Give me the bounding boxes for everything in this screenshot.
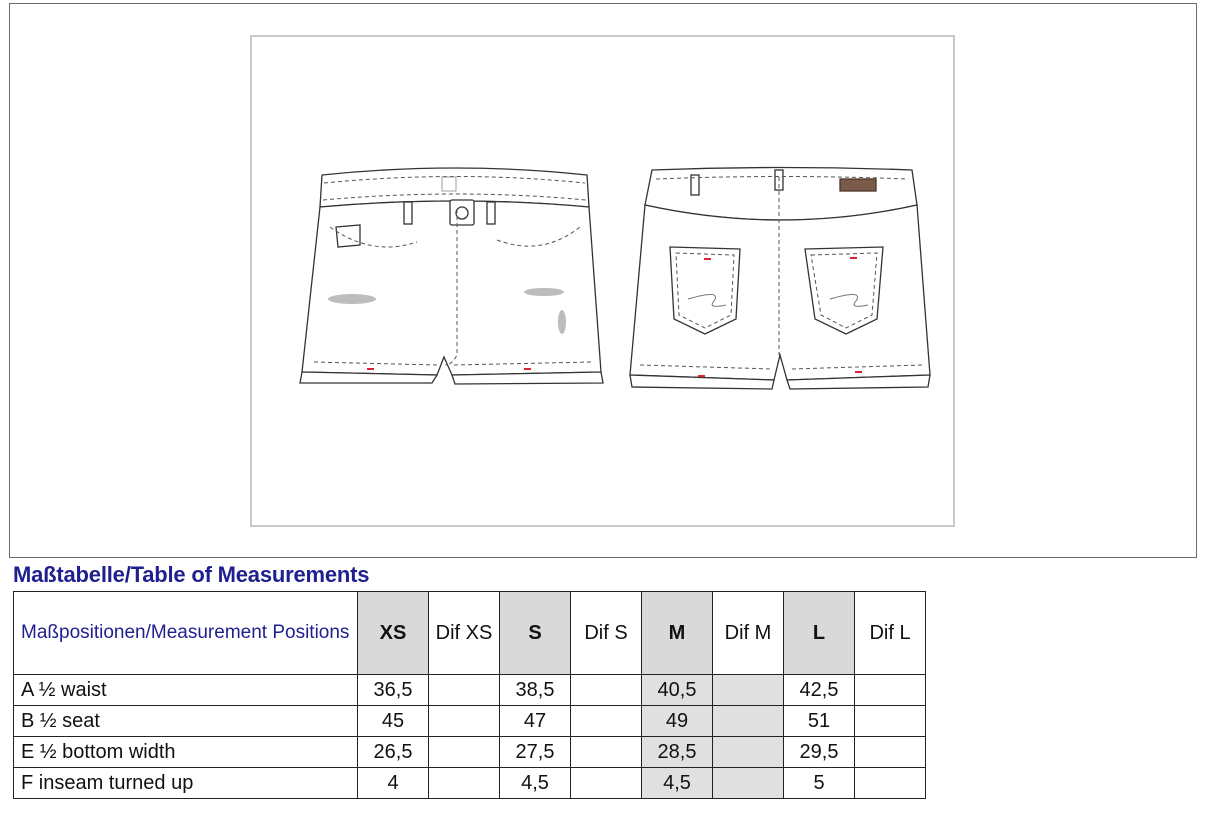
cell-dif-m — [713, 737, 784, 768]
cell-xs: 45 — [358, 706, 429, 737]
table-header-row — [14, 592, 926, 675]
cell-s: 4,5 — [500, 768, 571, 799]
table-row — [14, 675, 926, 706]
cell-m: 4,5 — [642, 768, 713, 799]
header-s: S — [500, 592, 571, 675]
table-row — [14, 768, 926, 799]
cell-dif-s — [571, 675, 642, 706]
cell-dif-l — [855, 768, 926, 799]
row-label: F inseam turned up — [14, 768, 358, 799]
cell-l: 5 — [784, 768, 855, 799]
cell-xs: 36,5 — [358, 675, 429, 706]
shorts-back-sketch — [630, 168, 930, 390]
cell-s: 27,5 — [500, 737, 571, 768]
cell-dif-xs — [429, 675, 500, 706]
cell-l: 29,5 — [784, 737, 855, 768]
cell-dif-m — [713, 675, 784, 706]
cell-m: 40,5 — [642, 675, 713, 706]
table-row — [14, 737, 926, 768]
header-positions: Maßpositionen/Measurement Positions — [14, 592, 358, 675]
cell-xs: 26,5 — [358, 737, 429, 768]
cell-s: 38,5 — [500, 675, 571, 706]
cell-dif-xs — [429, 706, 500, 737]
shorts-flat-drawing — [252, 37, 953, 525]
cell-s: 47 — [500, 706, 571, 737]
cell-m: 28,5 — [642, 737, 713, 768]
row-label: B ½ seat — [14, 706, 358, 737]
cell-dif-xs — [429, 737, 500, 768]
cell-dif-xs — [429, 768, 500, 799]
technical-sketch — [250, 35, 955, 527]
cell-l: 42,5 — [784, 675, 855, 706]
measurement-table — [13, 591, 926, 799]
header-dif-xs: Dif XS — [429, 592, 500, 675]
cell-dif-l — [855, 737, 926, 768]
cell-dif-m — [713, 768, 784, 799]
table-row — [14, 706, 926, 737]
row-label: A ½ waist — [14, 675, 358, 706]
header-m: M — [642, 592, 713, 675]
cell-l: 51 — [784, 706, 855, 737]
header-dif-s: Dif S — [571, 592, 642, 675]
shorts-front-sketch — [300, 168, 603, 384]
cell-dif-m — [713, 706, 784, 737]
header-l: L — [784, 592, 855, 675]
cell-m: 49 — [642, 706, 713, 737]
header-dif-l: Dif L — [855, 592, 926, 675]
header-dif-m: Dif M — [713, 592, 784, 675]
cell-dif-l — [855, 706, 926, 737]
row-label: E ½ bottom width — [14, 737, 358, 768]
cell-dif-s — [571, 768, 642, 799]
cell-dif-s — [571, 706, 642, 737]
cell-xs: 4 — [358, 768, 429, 799]
cell-dif-s — [571, 737, 642, 768]
cell-dif-l — [855, 675, 926, 706]
page-title: Maßtabelle/Table of Measurements — [13, 562, 370, 587]
header-xs: XS — [358, 592, 429, 675]
